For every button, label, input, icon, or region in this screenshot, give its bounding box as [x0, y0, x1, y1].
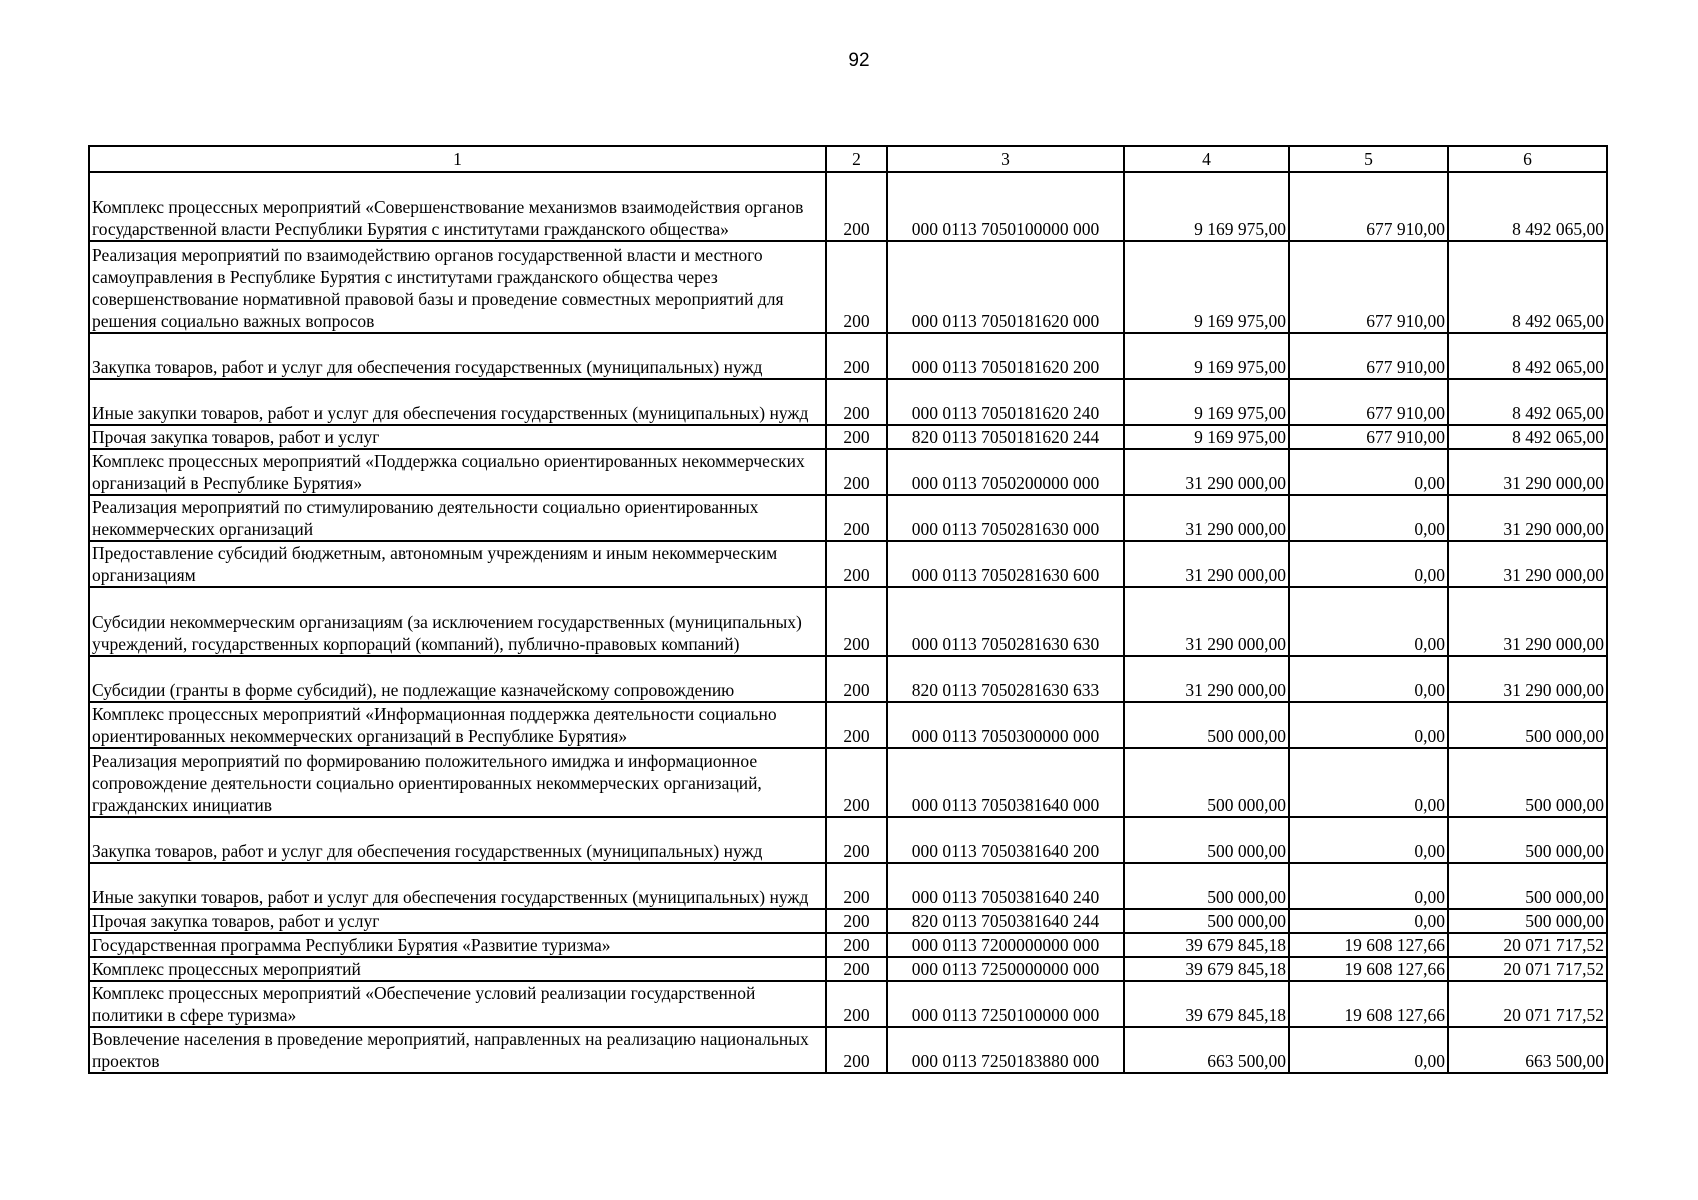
row-name-cell: Комплекс процессных мероприятий «Поддержка социально ориентированных некоммерческих организаций в Республике Бурятия» [89, 449, 826, 495]
row-name-cell: Комплекс процессных мероприятий «Совершенствование механизмов взаимодействия органов государственной власти Республики Бурятия с институтами гражданского общества» [89, 172, 826, 241]
row-amount-col4-cell: 500 000,00 [1124, 748, 1289, 817]
column-number-row [89, 146, 1607, 172]
row-name-cell: Реализация мероприятий по стимулированию деятельности социально ориентированных некоммерческих организаций [89, 495, 826, 541]
row-amount-col6-cell: 31 290 000,00 [1448, 656, 1607, 702]
row-name-cell: Комплекс процессных мероприятий [89, 957, 826, 981]
row-amount-col4-cell: 39 679 845,18 [1124, 933, 1289, 957]
row-amount-col6-cell: 8 492 065,00 [1448, 172, 1607, 241]
row-name-cell: Иные закупки товаров, работ и услуг для обеспечения государственных (муниципальных) нужд [89, 379, 826, 425]
row-amount-col4-cell: 9 169 975,00 [1124, 425, 1289, 449]
row-amount-col5-cell: 0,00 [1289, 541, 1448, 587]
table-row [89, 1027, 1607, 1073]
row-code-200-cell: 200 [826, 379, 887, 425]
row-amount-col5-cell: 0,00 [1289, 1027, 1448, 1073]
row-amount-col6-cell: 31 290 000,00 [1448, 541, 1607, 587]
row-amount-col4-cell: 500 000,00 [1124, 909, 1289, 933]
row-name-cell: Прочая закупка товаров, работ и услуг [89, 909, 826, 933]
row-classification-code-cell: 000 0113 7200000000 000 [887, 933, 1124, 957]
row-amount-col6-cell: 500 000,00 [1448, 817, 1607, 863]
row-classification-code-cell: 000 0113 7050281630 600 [887, 541, 1124, 587]
row-classification-code-cell: 000 0113 7250100000 000 [887, 981, 1124, 1027]
column-header-2: 2 [826, 146, 887, 172]
row-amount-col4-cell: 39 679 845,18 [1124, 981, 1289, 1027]
table-row [89, 425, 1607, 449]
column-header-5: 5 [1289, 146, 1448, 172]
row-amount-col4-cell: 663 500,00 [1124, 1027, 1289, 1073]
budget-table [88, 145, 1608, 1074]
row-classification-code-cell: 820 0113 7050381640 244 [887, 909, 1124, 933]
row-classification-code-cell: 000 0113 7050281630 000 [887, 495, 1124, 541]
row-amount-col4-cell: 9 169 975,00 [1124, 379, 1289, 425]
table-row [89, 933, 1607, 957]
row-amount-col5-cell: 0,00 [1289, 587, 1448, 656]
table-row [89, 656, 1607, 702]
table-row [89, 541, 1607, 587]
row-name-cell: Комплекс процессных мероприятий «Информационная поддержка деятельности социально ориентированных некоммерческих организаций в Республике Бурятия» [89, 702, 826, 748]
row-amount-col6-cell: 8 492 065,00 [1448, 379, 1607, 425]
row-amount-col6-cell: 20 071 717,52 [1448, 981, 1607, 1027]
row-amount-col4-cell: 9 169 975,00 [1124, 172, 1289, 241]
page-number: 92 [848, 50, 870, 71]
row-classification-code-cell: 000 0113 7050281630 630 [887, 587, 1124, 656]
row-code-200-cell: 200 [826, 863, 887, 909]
row-amount-col5-cell: 677 910,00 [1289, 333, 1448, 379]
row-name-cell: Иные закупки товаров, работ и услуг для обеспечения государственных (муниципальных) нужд [89, 863, 826, 909]
row-amount-col6-cell: 8 492 065,00 [1448, 425, 1607, 449]
row-code-200-cell: 200 [826, 702, 887, 748]
row-amount-col5-cell: 19 608 127,66 [1289, 957, 1448, 981]
table-row [89, 702, 1607, 748]
row-amount-col6-cell: 500 000,00 [1448, 909, 1607, 933]
row-amount-col4-cell: 39 679 845,18 [1124, 957, 1289, 981]
row-amount-col6-cell: 663 500,00 [1448, 1027, 1607, 1073]
row-code-200-cell: 200 [826, 909, 887, 933]
table-row [89, 909, 1607, 933]
table-row [89, 748, 1607, 817]
row-code-200-cell: 200 [826, 172, 887, 241]
row-amount-col6-cell: 500 000,00 [1448, 748, 1607, 817]
row-amount-col5-cell: 0,00 [1289, 495, 1448, 541]
row-name-cell: Субсидии некоммерческим организациям (за исключением государственных (муниципальных) учреждений, государственных корпораций (компаний), публично-правовых компаний) [89, 587, 826, 656]
row-classification-code-cell: 000 0113 7050381640 200 [887, 817, 1124, 863]
row-amount-col4-cell: 31 290 000,00 [1124, 495, 1289, 541]
table-row [89, 863, 1607, 909]
row-amount-col4-cell: 9 169 975,00 [1124, 333, 1289, 379]
row-amount-col5-cell: 0,00 [1289, 656, 1448, 702]
table-row [89, 241, 1607, 333]
column-header-3: 3 [887, 146, 1124, 172]
row-name-cell: Закупка товаров, работ и услуг для обеспечения государственных (муниципальных) нужд [89, 333, 826, 379]
row-code-200-cell: 200 [826, 957, 887, 981]
row-name-cell: Реализация мероприятий по формированию положительного имиджа и информационное сопровождение деятельности социально ориентированных некоммерческих организаций, гражданских инициатив [89, 748, 826, 817]
table-row [89, 495, 1607, 541]
table-row [89, 817, 1607, 863]
row-amount-col5-cell: 0,00 [1289, 863, 1448, 909]
row-classification-code-cell: 000 0113 7050300000 000 [887, 702, 1124, 748]
row-amount-col6-cell: 8 492 065,00 [1448, 241, 1607, 333]
row-code-200-cell: 200 [826, 495, 887, 541]
row-classification-code-cell: 000 0113 7050181620 000 [887, 241, 1124, 333]
row-amount-col6-cell: 20 071 717,52 [1448, 957, 1607, 981]
row-code-200-cell: 200 [826, 981, 887, 1027]
row-amount-col5-cell: 677 910,00 [1289, 172, 1448, 241]
row-name-cell: Предоставление субсидий бюджетным, автономным учреждениям и иным некоммерческим организациям [89, 541, 826, 587]
row-amount-col4-cell: 500 000,00 [1124, 863, 1289, 909]
row-amount-col6-cell: 31 290 000,00 [1448, 449, 1607, 495]
row-amount-col4-cell: 500 000,00 [1124, 702, 1289, 748]
row-amount-col4-cell: 31 290 000,00 [1124, 656, 1289, 702]
row-classification-code-cell: 000 0113 7050181620 240 [887, 379, 1124, 425]
row-classification-code-cell: 000 0113 7050100000 000 [887, 172, 1124, 241]
row-amount-col5-cell: 677 910,00 [1289, 241, 1448, 333]
row-name-cell: Реализация мероприятий по взаимодействию органов государственной власти и местного самоуправления в Республике Бурятия с институтами гражданского общества через совершенствование нормативной правовой базы и проведение совместных мероприятий для решения социально важных вопросов [89, 241, 826, 333]
row-name-cell: Комплекс процессных мероприятий «Обеспечение условий реализации государственной политики в сфере туризма» [89, 981, 826, 1027]
row-amount-col4-cell: 31 290 000,00 [1124, 587, 1289, 656]
row-amount-col5-cell: 19 608 127,66 [1289, 981, 1448, 1027]
row-code-200-cell: 200 [826, 449, 887, 495]
row-code-200-cell: 200 [826, 241, 887, 333]
row-classification-code-cell: 000 0113 7250000000 000 [887, 957, 1124, 981]
table-row [89, 172, 1607, 241]
row-classification-code-cell: 000 0113 7050181620 200 [887, 333, 1124, 379]
row-name-cell: Государственная программа Республики Бурятия «Развитие туризма» [89, 933, 826, 957]
row-amount-col5-cell: 677 910,00 [1289, 425, 1448, 449]
row-amount-col6-cell: 8 492 065,00 [1448, 333, 1607, 379]
table-row [89, 957, 1607, 981]
row-code-200-cell: 200 [826, 748, 887, 817]
row-amount-col6-cell: 20 071 717,52 [1448, 933, 1607, 957]
row-amount-col6-cell: 31 290 000,00 [1448, 587, 1607, 656]
row-classification-code-cell: 000 0113 7050381640 000 [887, 748, 1124, 817]
row-amount-col6-cell: 31 290 000,00 [1448, 495, 1607, 541]
table-row [89, 981, 1607, 1027]
row-classification-code-cell: 000 0113 7050381640 240 [887, 863, 1124, 909]
table-row [89, 379, 1607, 425]
row-amount-col4-cell: 500 000,00 [1124, 817, 1289, 863]
column-header-4: 4 [1124, 146, 1289, 172]
row-name-cell: Субсидии (гранты в форме субсидий), не подлежащие казначейскому сопровождению [89, 656, 826, 702]
row-amount-col5-cell: 0,00 [1289, 748, 1448, 817]
row-code-200-cell: 200 [826, 333, 887, 379]
row-amount-col5-cell: 0,00 [1289, 449, 1448, 495]
row-amount-col5-cell: 677 910,00 [1289, 379, 1448, 425]
column-header-1: 1 [89, 146, 826, 172]
row-code-200-cell: 200 [826, 587, 887, 656]
row-amount-col6-cell: 500 000,00 [1448, 863, 1607, 909]
column-header-6: 6 [1448, 146, 1607, 172]
table-row [89, 449, 1607, 495]
row-amount-col5-cell: 0,00 [1289, 817, 1448, 863]
row-amount-col6-cell: 500 000,00 [1448, 702, 1607, 748]
row-classification-code-cell: 820 0113 7050281630 633 [887, 656, 1124, 702]
row-code-200-cell: 200 [826, 1027, 887, 1073]
table-row [89, 333, 1607, 379]
row-classification-code-cell: 820 0113 7050181620 244 [887, 425, 1124, 449]
row-name-cell: Прочая закупка товаров, работ и услуг [89, 425, 826, 449]
row-code-200-cell: 200 [826, 425, 887, 449]
row-classification-code-cell: 000 0113 7050200000 000 [887, 449, 1124, 495]
row-code-200-cell: 200 [826, 656, 887, 702]
row-name-cell: Вовлечение населения в проведение мероприятий, направленных на реализацию национальных проектов [89, 1027, 826, 1073]
table-body [89, 172, 1607, 1073]
row-code-200-cell: 200 [826, 933, 887, 957]
table-row [89, 587, 1607, 656]
row-amount-col5-cell: 0,00 [1289, 909, 1448, 933]
row-classification-code-cell: 000 0113 7250183880 000 [887, 1027, 1124, 1073]
row-amount-col4-cell: 9 169 975,00 [1124, 241, 1289, 333]
row-name-cell: Закупка товаров, работ и услуг для обеспечения государственных (муниципальных) нужд [89, 817, 826, 863]
row-amount-col5-cell: 0,00 [1289, 702, 1448, 748]
row-amount-col5-cell: 19 608 127,66 [1289, 933, 1448, 957]
row-code-200-cell: 200 [826, 817, 887, 863]
row-amount-col4-cell: 31 290 000,00 [1124, 449, 1289, 495]
row-code-200-cell: 200 [826, 541, 887, 587]
row-amount-col4-cell: 31 290 000,00 [1124, 541, 1289, 587]
